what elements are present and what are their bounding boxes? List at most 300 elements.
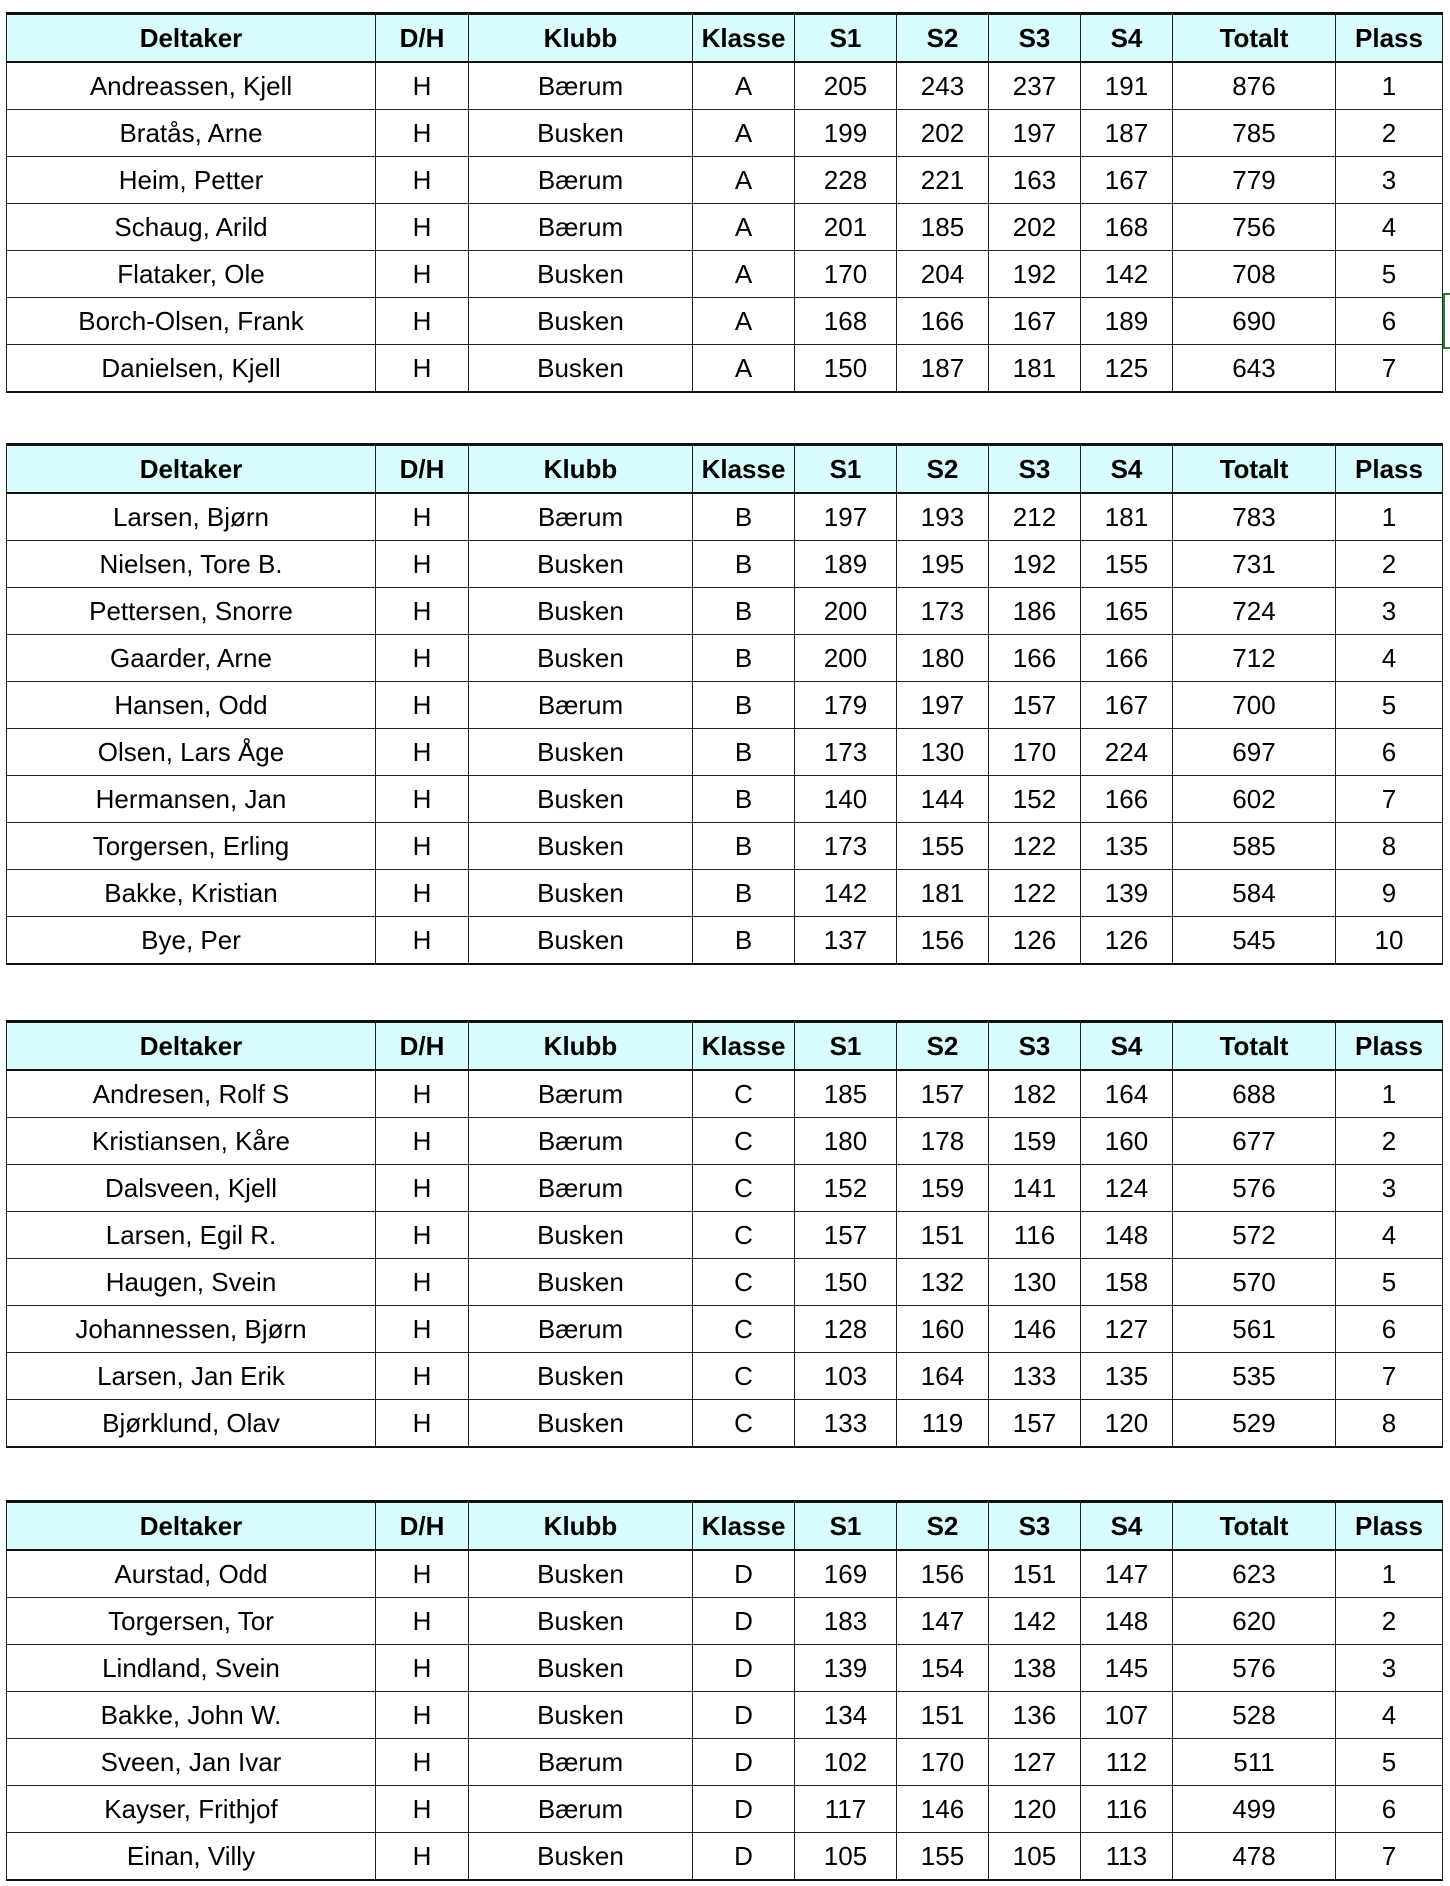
cell-klasse: B [693, 635, 795, 682]
cell-totalt: 677 [1173, 1118, 1336, 1165]
cell-s4: 164 [1081, 1070, 1173, 1118]
cell-dh: H [376, 1212, 469, 1259]
column-header-s2: S2 [897, 1502, 989, 1551]
cell-s3: 151 [989, 1550, 1081, 1598]
cell-s1: 199 [795, 110, 897, 157]
cell-s1: 197 [795, 493, 897, 541]
table-row [7, 1598, 1443, 1645]
cell-dh: H [376, 729, 469, 776]
cell-s1: 170 [795, 251, 897, 298]
cell-plass: 6 [1336, 1306, 1443, 1353]
cell-totalt: 572 [1173, 1212, 1336, 1259]
cell-klasse: A [693, 62, 795, 110]
cell-s4: 167 [1081, 682, 1173, 729]
table-row [7, 62, 1443, 110]
cell-s2: 160 [897, 1306, 989, 1353]
results-table-klasse-d [6, 1500, 1443, 1881]
header-row [7, 445, 1443, 494]
cell-s2: 195 [897, 541, 989, 588]
cell-s4: 126 [1081, 917, 1173, 965]
cell-plass: 1 [1336, 1070, 1443, 1118]
cell-deltaker: Lindland, Svein [7, 1645, 376, 1692]
cell-s3: 157 [989, 1400, 1081, 1448]
cell-s4: 135 [1081, 1353, 1173, 1400]
column-header-s1: S1 [795, 14, 897, 63]
cell-deltaker: Johannessen, Bjørn [7, 1306, 376, 1353]
cell-totalt: 783 [1173, 493, 1336, 541]
cell-s1: 142 [795, 870, 897, 917]
column-header-deltaker: Deltaker [7, 445, 376, 494]
table-row [7, 1259, 1443, 1306]
cell-klubb: Busken [469, 729, 693, 776]
cell-dh: H [376, 588, 469, 635]
column-header-klubb: Klubb [469, 14, 693, 63]
column-header-s3: S3 [989, 1022, 1081, 1071]
cell-klubb: Busken [469, 298, 693, 345]
cell-dh: H [376, 251, 469, 298]
column-header-dh: D/H [376, 1502, 469, 1551]
cell-klasse: D [693, 1692, 795, 1739]
cell-s3: 166 [989, 635, 1081, 682]
cell-klasse: D [693, 1550, 795, 1598]
header-row [7, 1502, 1443, 1551]
cell-s3: 133 [989, 1353, 1081, 1400]
cell-klubb: Busken [469, 1598, 693, 1645]
cell-s3: 116 [989, 1212, 1081, 1259]
column-header-s4: S4 [1081, 445, 1173, 494]
cell-s2: 181 [897, 870, 989, 917]
table-row [7, 682, 1443, 729]
cell-plass: 8 [1336, 1400, 1443, 1448]
cell-s4: 147 [1081, 1550, 1173, 1598]
cell-plass: 6 [1336, 1786, 1443, 1833]
cell-deltaker: Bye, Per [7, 917, 376, 965]
cell-s2: 155 [897, 1833, 989, 1881]
cell-s4: 166 [1081, 635, 1173, 682]
cell-s2: 156 [897, 917, 989, 965]
column-header-s2: S2 [897, 1022, 989, 1071]
column-header-klubb: Klubb [469, 445, 693, 494]
cell-s2: 159 [897, 1165, 989, 1212]
cell-klasse: B [693, 588, 795, 635]
column-header-plass: Plass [1336, 445, 1443, 494]
cell-plass: 4 [1336, 1212, 1443, 1259]
cell-totalt: 620 [1173, 1598, 1336, 1645]
cell-totalt: 576 [1173, 1645, 1336, 1692]
cell-deltaker: Larsen, Jan Erik [7, 1353, 376, 1400]
cell-klubb: Busken [469, 823, 693, 870]
column-header-s4: S4 [1081, 1502, 1173, 1551]
cell-klasse: D [693, 1833, 795, 1881]
cell-deltaker: Sveen, Jan Ivar [7, 1739, 376, 1786]
cell-s1: 168 [795, 298, 897, 345]
cell-s3: 127 [989, 1739, 1081, 1786]
cell-klubb: Busken [469, 541, 693, 588]
cell-totalt: 528 [1173, 1692, 1336, 1739]
table-row [7, 204, 1443, 251]
cell-klubb: Bærum [469, 1739, 693, 1786]
cell-klubb: Busken [469, 345, 693, 393]
cell-klasse: A [693, 345, 795, 393]
cell-s3: 138 [989, 1645, 1081, 1692]
cell-totalt: 576 [1173, 1165, 1336, 1212]
cell-s2: 144 [897, 776, 989, 823]
cell-s1: 228 [795, 157, 897, 204]
column-header-plass: Plass [1336, 14, 1443, 63]
column-header-s1: S1 [795, 1502, 897, 1551]
column-header-plass: Plass [1336, 1502, 1443, 1551]
cell-s3: 163 [989, 157, 1081, 204]
cell-dh: H [376, 62, 469, 110]
cell-s2: 221 [897, 157, 989, 204]
cell-totalt: 785 [1173, 110, 1336, 157]
cell-s3: 202 [989, 204, 1081, 251]
cell-s4: 142 [1081, 251, 1173, 298]
cell-deltaker: Hansen, Odd [7, 682, 376, 729]
table-row [7, 1165, 1443, 1212]
cell-klubb: Busken [469, 1550, 693, 1598]
cell-s4: 160 [1081, 1118, 1173, 1165]
column-header-totalt: Totalt [1173, 445, 1336, 494]
cell-s2: 151 [897, 1212, 989, 1259]
cell-klasse: D [693, 1598, 795, 1645]
cell-deltaker: Andresen, Rolf S [7, 1070, 376, 1118]
cell-klasse: B [693, 493, 795, 541]
cell-deltaker: Hermansen, Jan [7, 776, 376, 823]
cell-deltaker: Kristiansen, Kåre [7, 1118, 376, 1165]
cell-totalt: 708 [1173, 251, 1336, 298]
cell-totalt: 478 [1173, 1833, 1336, 1881]
cell-klasse: B [693, 823, 795, 870]
cell-klasse: B [693, 776, 795, 823]
cell-plass: 1 [1336, 1550, 1443, 1598]
cell-klubb: Busken [469, 251, 693, 298]
cell-klubb: Busken [469, 1259, 693, 1306]
cell-s4: 139 [1081, 870, 1173, 917]
column-header-s1: S1 [795, 1022, 897, 1071]
cell-totalt: 779 [1173, 157, 1336, 204]
cell-s2: 119 [897, 1400, 989, 1448]
cell-plass: 3 [1336, 588, 1443, 635]
cell-totalt: 623 [1173, 1550, 1336, 1598]
cell-plass: 1 [1336, 493, 1443, 541]
cell-totalt: 511 [1173, 1739, 1336, 1786]
cell-dh: H [376, 1400, 469, 1448]
cell-klasse: A [693, 204, 795, 251]
cell-s1: 201 [795, 204, 897, 251]
cell-s1: 173 [795, 729, 897, 776]
cell-klasse: A [693, 251, 795, 298]
cell-s1: 189 [795, 541, 897, 588]
cell-deltaker: Gaarder, Arne [7, 635, 376, 682]
cell-dh: H [376, 776, 469, 823]
cell-totalt: 756 [1173, 204, 1336, 251]
cell-s3: 192 [989, 251, 1081, 298]
cell-dh: H [376, 1165, 469, 1212]
cell-deltaker: Nielsen, Tore B. [7, 541, 376, 588]
cell-totalt: 724 [1173, 588, 1336, 635]
table-row [7, 1786, 1443, 1833]
cell-s4: 224 [1081, 729, 1173, 776]
cell-s3: 159 [989, 1118, 1081, 1165]
cell-plass: 6 [1336, 729, 1443, 776]
cell-s1: 105 [795, 1833, 897, 1881]
cell-s4: 145 [1081, 1645, 1173, 1692]
cell-klubb: Bærum [469, 62, 693, 110]
cell-klasse: C [693, 1400, 795, 1448]
cell-klubb: Bærum [469, 1165, 693, 1212]
cell-s3: 152 [989, 776, 1081, 823]
cell-s1: 139 [795, 1645, 897, 1692]
cell-totalt: 688 [1173, 1070, 1336, 1118]
cell-dh: H [376, 1692, 469, 1739]
cell-klubb: Busken [469, 776, 693, 823]
cell-s1: 185 [795, 1070, 897, 1118]
column-header-klasse: Klasse [693, 1022, 795, 1071]
results-table-klasse-c [6, 1020, 1443, 1448]
cell-s4: 113 [1081, 1833, 1173, 1881]
cell-klubb: Bærum [469, 1786, 693, 1833]
table-row [7, 1550, 1443, 1598]
cell-plass: 2 [1336, 1598, 1443, 1645]
cell-totalt: 529 [1173, 1400, 1336, 1448]
cell-klasse: A [693, 298, 795, 345]
cell-plass: 2 [1336, 110, 1443, 157]
cell-deltaker: Aurstad, Odd [7, 1550, 376, 1598]
cell-s1: 102 [795, 1739, 897, 1786]
cell-s4: 124 [1081, 1165, 1173, 1212]
column-header-deltaker: Deltaker [7, 14, 376, 63]
cell-s1: 152 [795, 1165, 897, 1212]
cell-klubb: Busken [469, 1645, 693, 1692]
cell-deltaker: Dalsveen, Kjell [7, 1165, 376, 1212]
cell-deltaker: Haugen, Svein [7, 1259, 376, 1306]
table-row [7, 541, 1443, 588]
cell-klasse: A [693, 110, 795, 157]
cell-dh: H [376, 1550, 469, 1598]
cell-s3: 157 [989, 682, 1081, 729]
table-row [7, 917, 1443, 965]
cell-s2: 187 [897, 345, 989, 393]
cell-klubb: Bærum [469, 1306, 693, 1353]
cell-s4: 189 [1081, 298, 1173, 345]
cell-s4: 116 [1081, 1786, 1173, 1833]
cell-plass: 1 [1336, 62, 1443, 110]
cell-s4: 191 [1081, 62, 1173, 110]
cell-totalt: 499 [1173, 1786, 1336, 1833]
cell-klasse: B [693, 541, 795, 588]
cell-dh: H [376, 493, 469, 541]
cell-deltaker: Flataker, Ole [7, 251, 376, 298]
table-row [7, 823, 1443, 870]
cell-totalt: 876 [1173, 62, 1336, 110]
cell-s4: 158 [1081, 1259, 1173, 1306]
cell-deltaker: Larsen, Bjørn [7, 493, 376, 541]
cell-s3: 186 [989, 588, 1081, 635]
cell-klasse: C [693, 1353, 795, 1400]
cell-deltaker: Bakke, John W. [7, 1692, 376, 1739]
column-header-s3: S3 [989, 14, 1081, 63]
cell-s2: 166 [897, 298, 989, 345]
cell-klubb: Busken [469, 870, 693, 917]
cell-plass: 7 [1336, 345, 1443, 393]
column-header-s1: S1 [795, 445, 897, 494]
cell-s2: 146 [897, 1786, 989, 1833]
cell-deltaker: Bakke, Kristian [7, 870, 376, 917]
cell-dh: H [376, 1118, 469, 1165]
cell-klubb: Busken [469, 588, 693, 635]
cell-plass: 5 [1336, 1259, 1443, 1306]
cell-klubb: Busken [469, 1692, 693, 1739]
cell-klasse: D [693, 1786, 795, 1833]
cell-dh: H [376, 1645, 469, 1692]
cell-s3: 170 [989, 729, 1081, 776]
cell-dh: H [376, 870, 469, 917]
cell-totalt: 585 [1173, 823, 1336, 870]
cell-klasse: A [693, 157, 795, 204]
cell-dh: H [376, 1786, 469, 1833]
cell-s1: 173 [795, 823, 897, 870]
cell-deltaker: Andreassen, Kjell [7, 62, 376, 110]
cell-dh: H [376, 345, 469, 393]
cell-klubb: Busken [469, 1400, 693, 1448]
cell-deltaker: Torgersen, Tor [7, 1598, 376, 1645]
cell-plass: 7 [1336, 776, 1443, 823]
cell-totalt: 561 [1173, 1306, 1336, 1353]
cell-s1: 137 [795, 917, 897, 965]
cell-s2: 164 [897, 1353, 989, 1400]
cell-dh: H [376, 1070, 469, 1118]
cell-s1: 180 [795, 1118, 897, 1165]
cell-totalt: 700 [1173, 682, 1336, 729]
cell-s3: 122 [989, 870, 1081, 917]
cell-s4: 181 [1081, 493, 1173, 541]
cell-plass: 6 [1336, 298, 1443, 345]
cell-s3: 136 [989, 1692, 1081, 1739]
cell-dh: H [376, 1259, 469, 1306]
cell-plass: 3 [1336, 1165, 1443, 1212]
cell-s2: 178 [897, 1118, 989, 1165]
cell-plass: 10 [1336, 917, 1443, 965]
table-row [7, 493, 1443, 541]
cell-s2: 193 [897, 493, 989, 541]
cell-klubb: Bærum [469, 204, 693, 251]
results-table-klasse-a [6, 12, 1443, 393]
cell-s1: 103 [795, 1353, 897, 1400]
cell-s4: 187 [1081, 110, 1173, 157]
cell-s3: 142 [989, 1598, 1081, 1645]
cell-totalt: 602 [1173, 776, 1336, 823]
header-row [7, 14, 1443, 63]
cell-s2: 147 [897, 1598, 989, 1645]
cell-klasse: D [693, 1645, 795, 1692]
cell-s4: 125 [1081, 345, 1173, 393]
cell-s2: 202 [897, 110, 989, 157]
column-header-dh: D/H [376, 14, 469, 63]
cell-s4: 135 [1081, 823, 1173, 870]
cell-dh: H [376, 1739, 469, 1786]
cell-s2: 180 [897, 635, 989, 682]
cell-s3: 126 [989, 917, 1081, 965]
cell-totalt: 570 [1173, 1259, 1336, 1306]
cell-klubb: Busken [469, 1833, 693, 1881]
cell-s1: 117 [795, 1786, 897, 1833]
cell-deltaker: Bratås, Arne [7, 110, 376, 157]
cell-klubb: Busken [469, 1353, 693, 1400]
table-row [7, 110, 1443, 157]
table-row [7, 776, 1443, 823]
column-header-s4: S4 [1081, 14, 1173, 63]
cell-s2: 151 [897, 1692, 989, 1739]
cell-deltaker: Borch-Olsen, Frank [7, 298, 376, 345]
cell-plass: 5 [1336, 682, 1443, 729]
cell-dh: H [376, 298, 469, 345]
column-header-dh: D/H [376, 445, 469, 494]
table-row [7, 1212, 1443, 1259]
cell-s1: 169 [795, 1550, 897, 1598]
cell-dh: H [376, 1353, 469, 1400]
cell-plass: 2 [1336, 541, 1443, 588]
cell-s1: 157 [795, 1212, 897, 1259]
cell-selection-indicator [1443, 293, 1450, 349]
cell-s4: 107 [1081, 1692, 1173, 1739]
cell-s3: 182 [989, 1070, 1081, 1118]
cell-s4: 168 [1081, 204, 1173, 251]
cell-s1: 205 [795, 62, 897, 110]
cell-klasse: C [693, 1306, 795, 1353]
cell-s4: 155 [1081, 541, 1173, 588]
column-header-s3: S3 [989, 1502, 1081, 1551]
column-header-klubb: Klubb [469, 1022, 693, 1071]
cell-s1: 150 [795, 1259, 897, 1306]
cell-dh: H [376, 1598, 469, 1645]
cell-klasse: C [693, 1212, 795, 1259]
column-header-klasse: Klasse [693, 445, 795, 494]
cell-s3: 122 [989, 823, 1081, 870]
table-row [7, 157, 1443, 204]
cell-klubb: Busken [469, 1212, 693, 1259]
cell-dh: H [376, 204, 469, 251]
cell-totalt: 731 [1173, 541, 1336, 588]
column-header-s2: S2 [897, 445, 989, 494]
cell-plass: 8 [1336, 823, 1443, 870]
column-header-s4: S4 [1081, 1022, 1173, 1071]
cell-s2: 173 [897, 588, 989, 635]
cell-s1: 134 [795, 1692, 897, 1739]
cell-s4: 148 [1081, 1212, 1173, 1259]
cell-s2: 130 [897, 729, 989, 776]
cell-s2: 204 [897, 251, 989, 298]
cell-s4: 120 [1081, 1400, 1173, 1448]
cell-klubb: Bærum [469, 1070, 693, 1118]
cell-s3: 167 [989, 298, 1081, 345]
cell-klasse: C [693, 1165, 795, 1212]
cell-deltaker: Torgersen, Erling [7, 823, 376, 870]
cell-s2: 243 [897, 62, 989, 110]
cell-plass: 4 [1336, 1692, 1443, 1739]
cell-dh: H [376, 1833, 469, 1881]
cell-dh: H [376, 157, 469, 204]
cell-s1: 150 [795, 345, 897, 393]
table-row [7, 1833, 1443, 1881]
column-header-klasse: Klasse [693, 1502, 795, 1551]
cell-s1: 183 [795, 1598, 897, 1645]
column-header-s2: S2 [897, 14, 989, 63]
column-header-klubb: Klubb [469, 1502, 693, 1551]
cell-dh: H [376, 110, 469, 157]
cell-deltaker: Einan, Villy [7, 1833, 376, 1881]
cell-klubb: Busken [469, 917, 693, 965]
